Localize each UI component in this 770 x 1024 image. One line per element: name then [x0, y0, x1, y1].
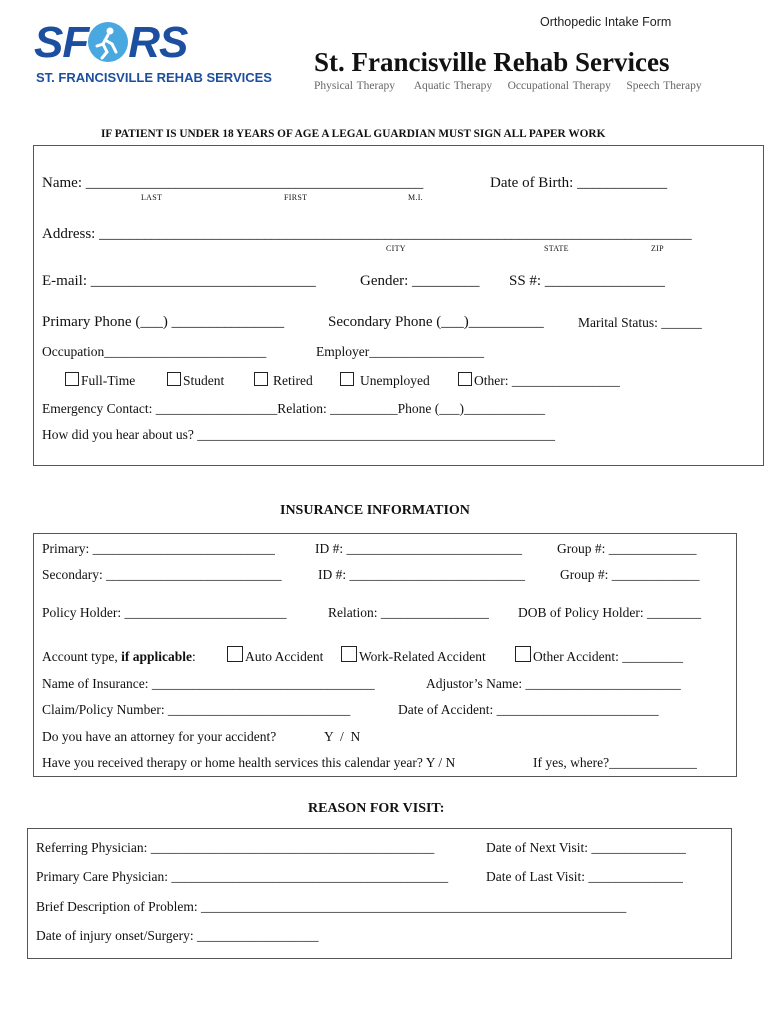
marital-status-field[interactable]: Marital Status: ______ — [578, 315, 702, 330]
address-field[interactable]: Address: _______________________________________________________________________________ — [42, 226, 692, 242]
checkbox-icon[interactable] — [167, 372, 181, 386]
clinic-name: St. Francisville Rehab Services — [314, 47, 670, 77]
checkbox-icon[interactable] — [340, 372, 354, 386]
account-type-label: Account type, if applicable: — [42, 649, 196, 664]
name-sub-first: FIRST — [284, 193, 308, 202]
name-field[interactable]: Name: _____________________________________________ — [42, 175, 424, 191]
checkbox-icon[interactable] — [515, 646, 531, 662]
checkbox-icon[interactable] — [341, 646, 357, 662]
primary-id-field[interactable]: ID #: __________________________ — [315, 541, 522, 556]
insurance-heading: INSURANCE INFORMATION — [280, 503, 470, 518]
attorney-yn[interactable]: Y / N — [324, 729, 361, 744]
referring-physician-field[interactable]: Referring Physician: __________________________________________ — [36, 840, 435, 855]
attorney-question: Do you have an attorney for your accident? — [42, 729, 277, 744]
secondary-phone-field[interactable]: Secondary Phone (___)__________ — [328, 314, 544, 330]
services-line: Physical Therapy Aquatic Therapy Occupational Therapy Speech Therapy — [314, 80, 702, 92]
name-sub-mi: M.I. — [408, 193, 423, 202]
therapy-where-field[interactable]: If yes, where?_____________ — [533, 755, 697, 770]
date-of-accident-field[interactable]: Date of Accident: ________________________ — [398, 702, 659, 717]
secondary-insurance-field[interactable]: Secondary: __________________________ — [42, 567, 282, 582]
ss-field[interactable]: SS #: ________________ — [509, 273, 665, 289]
relation-field[interactable]: Relation: ________________ — [328, 605, 489, 620]
primary-group-field[interactable]: Group #: _____________ — [557, 541, 697, 556]
form-type: Orthopedic Intake Form — [540, 15, 672, 29]
logo-wordmark: SF RS — [34, 18, 188, 67]
checkbox-icon[interactable] — [458, 372, 472, 386]
guardian-notice: IF PATIENT IS UNDER 18 YEARS OF AGE A LEGAL GUARDIAN MUST SIGN ALL PAPER WORK — [101, 128, 606, 140]
primary-phone-field[interactable]: Primary Phone (___) _______________ — [42, 314, 285, 330]
option-full-time[interactable]: Full-Time — [65, 372, 135, 389]
insurance-name-field[interactable]: Name of Insurance: _________________________________ — [42, 676, 375, 691]
option-student[interactable]: Student — [167, 372, 224, 389]
claim-number-field[interactable]: Claim/Policy Number: ___________________________ — [42, 702, 351, 717]
dob-policy-field[interactable]: DOB of Policy Holder: ________ — [518, 605, 701, 620]
checkbox-icon[interactable] — [254, 372, 268, 386]
option-unemployed[interactable]: Unemployed — [340, 372, 430, 389]
logo — [34, 18, 272, 90]
therapy-question[interactable]: Have you received therapy or home health services this calendar year? Y / N — [42, 755, 456, 770]
gender-field[interactable]: Gender: _________ — [360, 273, 480, 289]
secondary-group-field[interactable]: Group #: _____________ — [560, 567, 700, 582]
secondary-id-field[interactable]: ID #: __________________________ — [318, 567, 525, 582]
next-visit-field[interactable]: Date of Next Visit: ______________ — [486, 840, 686, 855]
option-work-accident[interactable]: Work-Related Accident — [341, 646, 486, 665]
visit-heading: REASON FOR VISIT: — [308, 801, 445, 816]
occupation-field[interactable]: Occupation________________________ — [42, 344, 267, 359]
how-heard-field[interactable]: How did you hear about us? _____________________________________________________ — [42, 427, 555, 442]
logo-subtitle: ST. FRANCISVILLE REHAB SERVICES — [36, 70, 272, 85]
policy-holder-field[interactable]: Policy Holder: ________________________ — [42, 605, 287, 620]
address-sub-state: STATE — [544, 244, 569, 253]
checkbox-icon[interactable] — [65, 372, 79, 386]
option-other-accident[interactable]: Other Accident: _________ — [515, 646, 683, 665]
checkbox-icon[interactable] — [227, 646, 243, 662]
option-other[interactable]: Other: ________________ — [458, 372, 620, 389]
option-auto-accident[interactable]: Auto Accident — [227, 646, 323, 665]
address-sub-city: CITY — [386, 244, 406, 253]
dob-field[interactable]: Date of Birth: ____________ — [490, 175, 668, 191]
adjustor-name-field[interactable]: Adjustor’s Name: _______________________ — [426, 676, 681, 691]
last-visit-field[interactable]: Date of Last Visit: ______________ — [486, 869, 683, 884]
primary-care-field[interactable]: Primary Care Physician: _________________________________________ — [36, 869, 449, 884]
injury-date-field[interactable]: Date of injury onset/Surgery: __________________ — [36, 928, 319, 943]
runner-icon — [88, 22, 128, 62]
email-field[interactable]: E-mail: ______________________________ — [42, 273, 316, 289]
problem-description-field[interactable]: Brief Description of Problem: _______________________________________________________________ — [36, 899, 627, 914]
name-sub-last: LAST — [141, 193, 163, 202]
option-retired[interactable]: Retired — [254, 372, 313, 389]
primary-insurance-field[interactable]: Primary: ___________________________ — [42, 541, 275, 556]
emergency-contact-field[interactable]: Emergency Contact: __________________Relation: __________Phone (___)____________ — [42, 401, 545, 416]
address-sub-zip: ZIP — [651, 244, 664, 253]
employer-field[interactable]: Employer_________________ — [316, 344, 484, 359]
